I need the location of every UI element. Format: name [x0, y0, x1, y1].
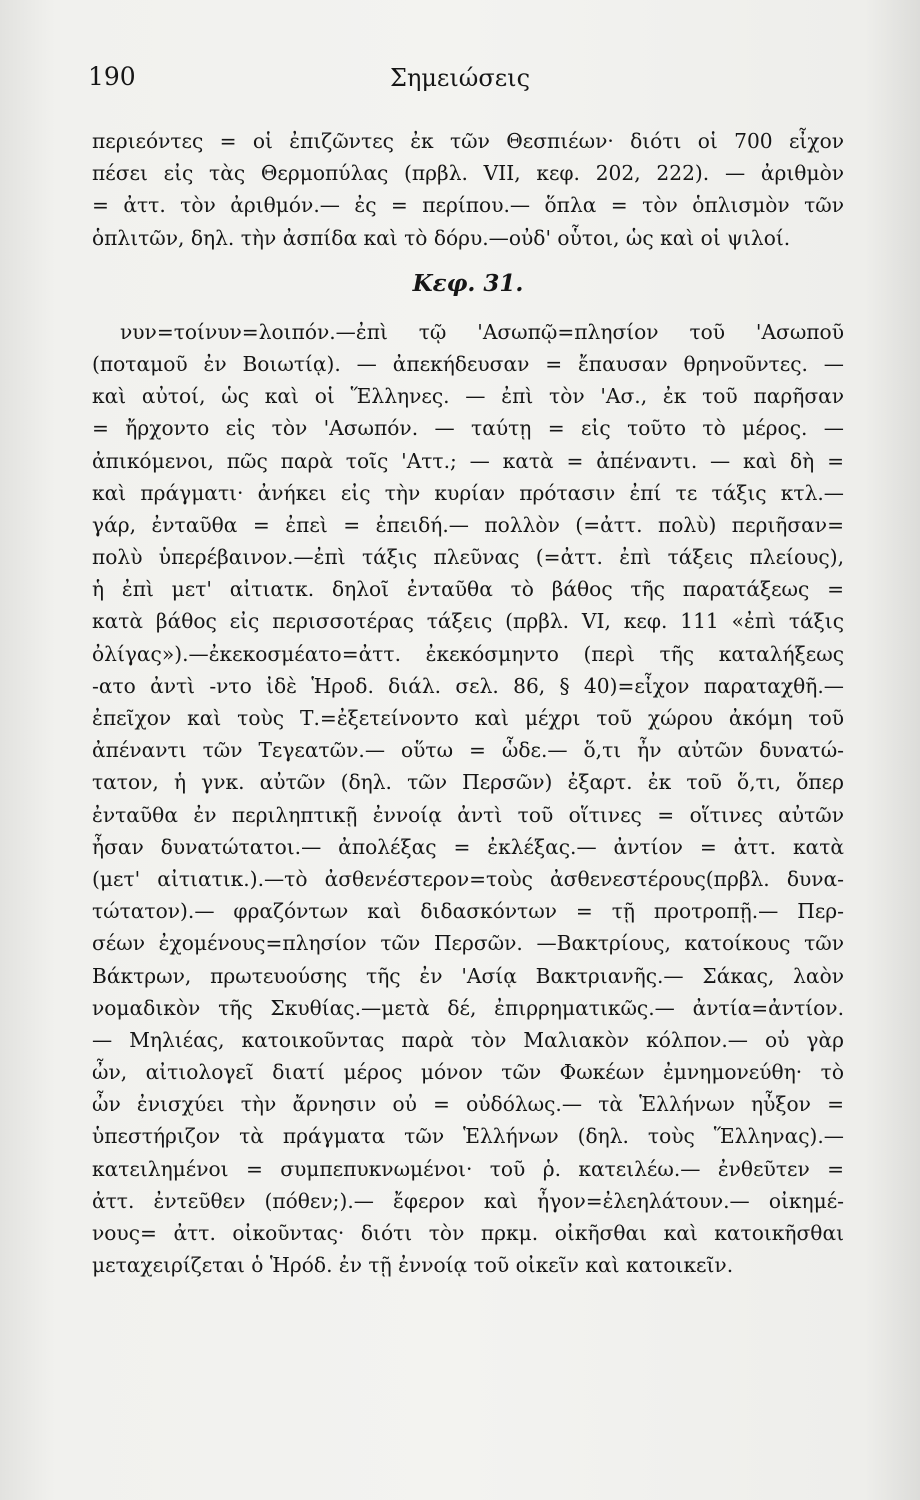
running-head [88, 62, 832, 96]
notes-body [92, 125, 844, 1281]
text-line: ὁπλιτῶν, δηλ. τὴν ἀσπίδα καὶ τὸ δόρυ.—οὐδ' οὗτοι, ὡς καὶ οἱ ψιλοί. [92, 225, 791, 250]
text-line: καὶ αὐτοί, ὡς καὶ οἱ Ἕλληνες. — ἐπὶ τὸν 'Ασ., ἐκ τοῦ παρῆσαν [92, 384, 844, 409]
text-line: ἐπεῖχον καὶ τοὺς Τ.=ἐξετείνοντο καὶ μέχρι τοῦ χώρου ἀκόμη τοῦ [92, 706, 844, 730]
text-line: καὶ πράγματι· ἀνήκει εἰς τὴν κυρίαν πρότασιν ἐπί τε τάξις κτλ.— [92, 480, 844, 505]
text-line: τατον, ἡ γνκ. αὐτῶν (δηλ. τῶν Περσῶν) ἐξαρτ. ἐκ τοῦ ὅ,τι, ὅπερ [92, 770, 844, 795]
text-line: πέσει εἰς τὰς Θερμοπύλας (πρβλ. VII, κεφ. 202, 222). — ἀριθμὸν [92, 161, 844, 186]
text-line: — Μηλιέας, κατοικοῦντας παρὰ τὸν Μαλιακὸν κόλπον.— οὐ γὰρ [92, 1027, 844, 1052]
text-line: ἀπικόμενοι, πῶς παρὰ τοῖς 'Αττ.; — κατὰ = ἀπέναντι. — καὶ δὴ = [92, 448, 844, 473]
chapter-heading: Κεφ. 31. [412, 269, 524, 297]
text-line: (μετ' αἰτιατικ.).—τὸ ἀσθενέστερον=τοὺς ἀσθενεστέρους(πρβλ. δυνα- [92, 866, 844, 891]
text-line: πολὺ ὑπερέβαινον.—ἐπὶ τάξις πλεῦνας (=ἀττ. ἐπὶ τάξεις πλείους), [92, 545, 844, 570]
text-line: νυν=τοίνυν=λοιπόν.—ἐπὶ τῷ 'Ασωπῷ=πλησίον τοῦ 'Ασωποῦ [120, 319, 844, 344]
text-line: ὦν, αἰτιολογεῖ διατί μέρος μόνον τῶν Φωκέων ἐμνημονεύθη· τὸ [92, 1060, 844, 1085]
text-line: κατὰ βάθος εἰς περισσοτέρας τάξεις (πρβλ. VI, κεφ. 111 «ἐπὶ τάξις [92, 609, 844, 634]
text-line: νομαδικὸν τῆς Σκυθίας.—μετὰ δέ, ἐπιρρηματικῶς.— ἀντία=ἀντίον. [92, 995, 844, 1020]
text-line: -ατο ἀντὶ -ντο ἰδὲ Ἡροδ. διάλ. σελ. 86, § 40)=εἶχον παραταχθῆ.— [92, 673, 844, 698]
text-line: ἦσαν δυνατώτατοι.— ἀπολέξας = ἐκλέξας.— ἀντίον = ἀττ. κατὰ [92, 834, 844, 859]
text-line: ὑπεστήριζον τὰ πράγματα τῶν Ἑλλήνων (δηλ. τοὺς Ἕλληνας).— [92, 1124, 844, 1149]
text-line: ὦν ἐνισχύει τὴν ἄρνησιν οὐ = οὐδόλως.— τὰ Ἑλλήνων ηὖξον = [92, 1092, 844, 1117]
running-title: Σημειώσεις [389, 64, 531, 92]
paragraph-2 [92, 316, 844, 1282]
text-line: περιεόντες = οἱ ἐπιζῶντες ἐκ τῶν Θεσπιέων· διότι οἱ 700 εἶχον [92, 129, 844, 153]
text-line: γάρ, ἐνταῦθα = ἐπεὶ = ἐπειδή.— πολλὸν (=ἀττ. πολὺ) περιῆσαν= [92, 512, 844, 537]
text-line: τώτατον).— φραζόντων καὶ διδασκόντων = τῇ προτροπῇ.— Περ- [92, 899, 844, 924]
text-line: νους= ἀττ. οἰκοῦντας· διότι τὸν πρκμ. οἰκῆσθαι καὶ κατοικῆσθαι [92, 1221, 844, 1245]
text-line: σέων ἐχομένους=πλησίον τῶν Περσῶν. —Βακτρίους, κατοίκους τῶν [92, 931, 844, 956]
text-line: (ποταμοῦ ἐν Βοιωτίᾳ). — ἀπεκήδευσαν = ἔπαυσαν θρηνοῦντες. — [92, 351, 844, 376]
text-line: ὀλίγας»).—ἐκεκοσμέατο=ἀττ. ἐκεκόσμηντο (περὶ τῆς καταλήξεως [92, 641, 844, 666]
page-number: 190 [88, 62, 136, 91]
text-line: Βάκτρων, πρωτευούσης τῆς ἐν 'Ασίᾳ Βακτριανῆς.— Σάκας, λαὸν [92, 963, 844, 988]
text-line: = ἀττ. τὸν ἀριθμόν.— ἐς = περίπου.— ὅπλα = τὸν ὁπλισμὸν τῶν [92, 193, 844, 218]
text-line: μεταχειρίζεται ὁ Ἡρόδ. ἐν τῇ ἐννοίᾳ τοῦ οἰκεῖν καὶ κατοικεῖν. [92, 1253, 734, 1278]
text-line: ἀττ. ἐντεῦθεν (πόθεν;).— ἔφερον καὶ ἦγον=ἐλεηλάτουν.— οἰκημέ- [92, 1188, 844, 1213]
text-line: ἐνταῦθα ἐν περιληπτικῇ ἐννοίᾳ ἀντὶ τοῦ οἵτινες = οἵτινες αὐτῶν [92, 802, 844, 827]
text-line: ἀπέναντι τῶν Τεγεατῶν.— οὕτω = ὧδε.— ὅ,τι ἦν αὐτῶν δυνατώ- [92, 738, 844, 763]
text-line: = ἤρχοντο εἰς τὸν 'Ασωπόν. — ταύτῃ = εἰς τοῦτο τὸ μέρος. — [92, 416, 844, 441]
paragraph-1 [92, 125, 844, 254]
text-line: ἡ ἐπὶ μετ' αἰτιατκ. δηλοῖ ἐνταῦθα τὸ βάθος τῆς παρατάξεως = [92, 577, 844, 602]
text-line: κατειλημένοι = συμπεπυκνωμένοι· τοῦ ῥ. κατειλέω.— ἐνθεῦτεν = [92, 1156, 844, 1181]
